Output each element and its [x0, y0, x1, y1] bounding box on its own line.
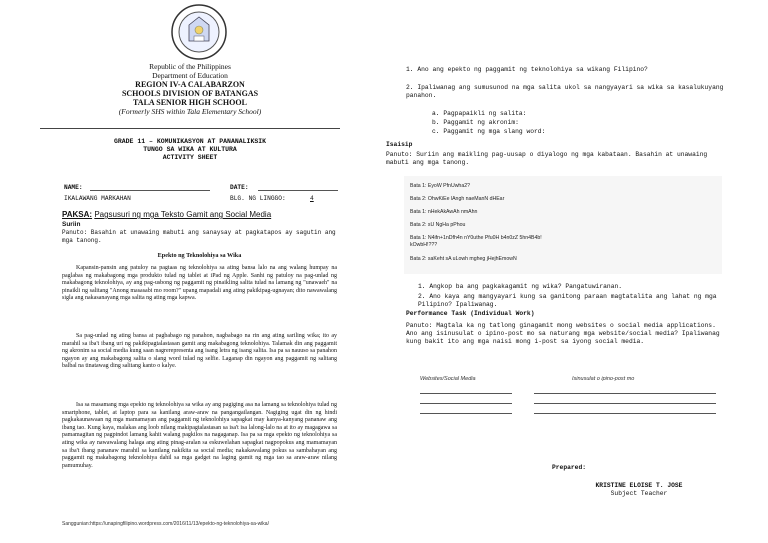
dialogue-line: kOwbH!??? [410, 242, 438, 248]
topic-line [62, 210, 271, 219]
header-republic: Republic of the Philippines [149, 62, 231, 71]
essay-paragraph-3: Isa sa masamang mga epekto ng teknolohiya sa wika ay ang pagiging asa na lamang sa teknolohiya tulad ng smartphone, tablet, at laptop para sa kanilang araw-araw na pangangailangan. Nagiging ugat din ng hindi pagkakaunawaan ng mga mamamayan ang paggamit ng teknolohiya sapagkat may kanya-kanyang pananaw ang ibang tao. Kung kaya, malakas ang loob nilang makipagtalastasan sa isa't isa lalong-lalo na at ito ay magagawa sa pamamagitan ng pagpindot lamang kahit walang pagkilos na nagaganap. Isa pa sa mga epekto ng teknolohiya sa ating wika ay nawawalang halaga ang ating pinag-aralan sa eskuwelahan sapagkat nagpopokus ang mamamayan sa iba't ibang pananaw marahil sa kanilang nakikita sa social media; nakakawalang pokus sa sambahayan ang paggamit ng makabagong teknolohiya dahil sa mga gadget na laging gamit ng mga tao sa araw-araw nilang pamumuhay. [62, 402, 337, 469]
dialogue-line: Bata 1: EyoW PfnUwha2? [410, 183, 470, 189]
activity-title [40, 138, 340, 162]
deped-seal-logo [170, 3, 228, 61]
topic-text: Pagsusuri ng mga Teksto Gamit ang Social Media [94, 210, 272, 219]
preparer-name: KRISTINE ELOISE T. JOSE [595, 482, 683, 489]
header-school: TALA SENIOR HIGH SCHOOL [133, 98, 247, 107]
essay-title: Epekto ng Teknolohiya sa Wika [157, 252, 242, 259]
title-line-2: TUNGO SA WIKA AT KULTURA [143, 146, 237, 153]
dialogue-question-2: 2. Ano kaya ang mangyayari kung sa ganitong paraan magtatalita ang lahat ng mga Pilipino? Ipaliwanag. [418, 293, 717, 308]
answer-line-website-2[interactable] [420, 403, 512, 404]
dialogue-line: Bata 2: OhwKiEe lAngh naeManN dHEar [410, 196, 505, 202]
section-isaisip: Isaisip [386, 141, 413, 148]
header-department: Department of Education [152, 71, 228, 80]
header-division: SCHOOLS DIVISION OF BATANGAS [121, 89, 259, 98]
preparer-role: Subject Teacher [610, 490, 668, 497]
title-line-1: GRADE 11 – KOMUNIKASYON AT PANANALIKSIK [113, 138, 267, 145]
section-suriin: Suriin [62, 221, 81, 228]
answer-line-post-2[interactable] [534, 403, 716, 404]
sub-item-a: a. Pagpapaikli ng salita: [432, 110, 527, 117]
performance-instructions: Panuto: Magtala ka ng tatlong ginagamit mong websites o social media applications. Ano ang isinusulat o ipino-post mo sa naturang mga website/social media? Ipaliwanag kung bakit ito ang mga naisi mong i-post sa iyong social media. [406, 322, 720, 345]
column-websites: Websites/Social Media [420, 376, 476, 382]
question-1: 1. Ano ang epekto ng paggamit ng teknolohiya sa wikang Filipino? [406, 66, 648, 73]
dialogue-line: Bata 1: N4ifn+1nDfh4n nY0uthe Pfu0H b4n0zZ 5hn4B4b! [410, 235, 542, 241]
dialogue-line: Bata 2: sU NgHa pPhou [410, 222, 466, 228]
answer-line-website-1[interactable] [420, 393, 512, 394]
sub-item-b: b. Paggamit ng akronim: [432, 119, 519, 126]
column-posts: Isinusulat o ipino-post mo [572, 376, 635, 382]
answer-line-post-3[interactable] [534, 413, 716, 414]
date-field[interactable] [258, 190, 338, 191]
right-page [384, 0, 768, 543]
isaisip-instructions: Panuto: Suriin ang maikling pag-uusap o diyalogo ng mga kabataan. Basahin at unawaing mabuti ang mga tanong. [386, 151, 708, 166]
name-label: NAME: [64, 184, 83, 191]
question-2: 2. Ipaliwanag ang sumusunod na mga salita ukol sa nangyayari sa wika sa kasalukuyang panahon. [406, 84, 724, 99]
sub-item-c: c. Paggamit ng mga slang word: [432, 128, 546, 135]
source-reference: Sanggunian:https://unapingfilipino.wordpress.com/2016/11/13/epekto-ng-teknolohiya-sa-wika/ [62, 521, 269, 527]
quarter-label: IKALAWANG MARKAHAN [64, 195, 131, 202]
header-divider [40, 128, 340, 129]
essay-paragraph-2: Sa pag-unlad ng ating bansa at pagbabago ng panahon, nagbabago na rin ang ating sariling wika; ito ay marahil sa iba't ibang uri ng pakikipagtalastasan gamit ang makabagong teknolohiya. Talamak din ang paggamit ng akronim sa social media kung saan nagrerepresenta ang isang letra ng isang salita. Isa pa sa nauuso sa panahon ngayon ay ang makabagong salita o slang word tulad ng selfie. Laganap din ngayon ang paggamit ng salitang balbal na tinatawag ding salitang kanto o kalye. [62, 333, 337, 370]
instructions: Panuto: Basahin at unawaing mabuti ang sanaysay at pagkatapos ay sagutin ang mga tanong. [62, 229, 336, 244]
header-region: REGION IV-A CALABARZON [135, 80, 245, 89]
dialogue-question-1: 1. Angkop ba ang pagkakagamit ng wika? Pangatuwiranan. [418, 283, 623, 290]
title-line-3: ACTIVITY SHEET [162, 154, 218, 161]
date-label: DATE: [230, 184, 249, 191]
week-label: BLG. NG LINGGO: [230, 195, 286, 202]
school-header [40, 62, 340, 116]
week-value: 4 [310, 195, 314, 202]
name-field[interactable] [90, 190, 210, 191]
dialogue-box [404, 176, 722, 274]
performance-task-title: Performance Task (Individual Work) [406, 310, 535, 317]
dialogue-line: Bata 1: nHekAkAwAh nmAhn [410, 209, 478, 215]
answer-line-post-1[interactable] [534, 393, 716, 394]
header-formerly: (Formerly SHS within Tala Elementary School) [118, 107, 262, 116]
answer-line-website-3[interactable] [420, 413, 512, 414]
dialogue-line: Bata 2: saKeht sA uLowh mgheg jHejhEmowN [410, 256, 517, 262]
prepared-label: Prepared: [552, 464, 587, 471]
topic-label: PAKSA: [62, 210, 93, 219]
essay-paragraph-1: Kapansin-pansin ang patuloy na pagtaas ng teknolohiya sa ating bansa lalo na ang walang humpay na paglabas ng makabagong mga produkto tulad ng tablet at iPad ng Apple. Sanhi ng patuloy na pag-unlad ng makabagong teknolohiya, ay ang pag-usbong ng paggamit ng pinaikling salita tulad na lamang ng "unawaeh" na pinaikli ng salitang "Anong masasabi mo room?" upang mapadali ang ating pakikipag-ugnayan; dito nawawalang sigla ang nakasanayang mga salita ng ating mga kapwa. [62, 265, 337, 302]
